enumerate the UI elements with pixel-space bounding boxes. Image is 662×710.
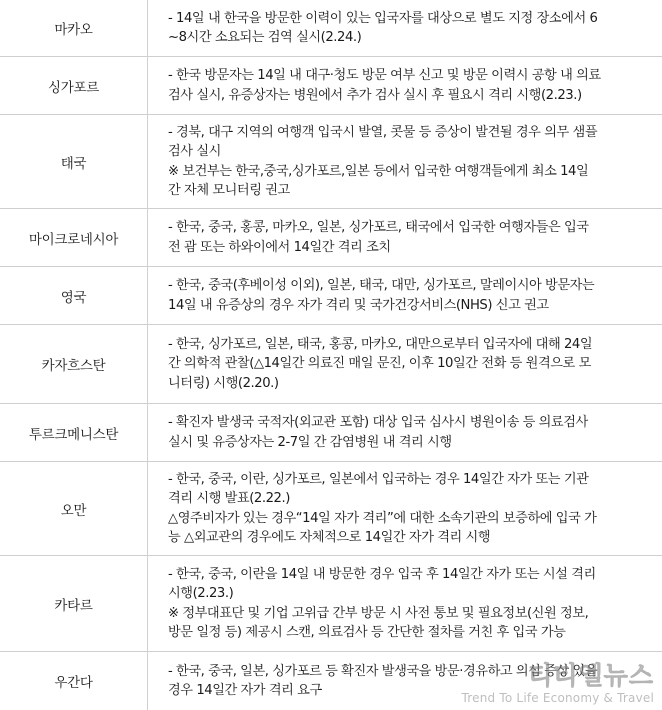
table-row	[0, 462, 662, 556]
measures-cell	[148, 325, 662, 403]
measures-cell	[148, 556, 662, 651]
table-row	[0, 404, 662, 462]
country-cell: 마카오	[0, 0, 148, 56]
country-cell: 태국	[0, 115, 148, 208]
table-row	[0, 325, 662, 404]
measure-line: 간 의학적 관찰(△14일간 의료진 매일 문진, 이후 10일간 전화 등 원격으로 모	[168, 356, 591, 372]
measure-line: - 한국, 싱가포르, 일본, 태국, 홍콩, 마카오, 대만으로부터 입국자에 대해 24일	[168, 336, 593, 352]
measure-line: 방문 일정 등) 제공시 스캔, 의료검사 등 간단한 절차를 거친 후 입국 가능	[168, 625, 566, 640]
country-cell: 우간다	[0, 652, 148, 710]
measure-line: - 한국, 중국, 홍콩, 마카오, 일본, 싱가포르, 태국에서 입국한 여행자들은 입국	[168, 220, 589, 235]
measure-line: 능 △외교관의 경우에도 자체적으로 14일간 자가 격리 시행	[168, 530, 491, 545]
measure-line: 실시 및 유증상자는 2-7일 간 감염병원 내 격리 시행	[168, 434, 452, 450]
table-row	[0, 115, 662, 209]
country-cell: 투르크메니스탄	[0, 404, 148, 461]
table-row	[0, 209, 662, 267]
measure-line: 니터링) 시행(2.20.)	[168, 375, 279, 391]
table-row	[0, 652, 662, 710]
measure-line: ~8시간 소요되는 검역 실시(2.24.)	[168, 30, 362, 45]
measures-cell	[148, 57, 662, 114]
watermark-logo: 티티엘뉴스	[528, 661, 654, 690]
country-cell: 마이크로네시아	[0, 209, 148, 266]
measure-line: 전 괌 또는 하와이에서 14일간 격리 조치	[168, 239, 391, 255]
country-cell: 영국	[0, 267, 148, 324]
measure-line: - 한국, 중국, 일본, 싱가포르 등 확진자 발생국을 방문·경유하고 의심 증상 있을	[168, 663, 598, 679]
table-row	[0, 57, 662, 115]
measure-line: ※ 보건부는 한국,중국,싱가포르,일본 등에서 입국한 여행객들에게 최소 14일	[168, 163, 589, 179]
measure-line: - 한국, 중국(후베이성 이외), 일본, 태국, 대만, 싱가포르, 말레이시아 방문자는	[168, 278, 595, 293]
measures-cell	[148, 267, 662, 324]
measure-line: 14일 내 유증상의 경우 자가 격리 및 국가건강서비스(NHS) 신고 권고	[168, 297, 549, 313]
measure-line: △영주비자가 있는 경우“14일 자가 격리”에 대한 소속기관의 보증하에 입국 가	[168, 510, 597, 526]
measure-line: - 확진자 발생국 국적자(외교관 포함) 대상 입국 심사시 병원이송 등 의료검사	[168, 415, 588, 430]
measures-cell	[148, 115, 662, 208]
watermark-tagline: Trend To Life Economy & Travel	[461, 691, 654, 705]
measures-cell	[148, 404, 662, 461]
measure-line: 검사 실시	[168, 144, 221, 159]
table-row	[0, 267, 662, 325]
measure-line: - 한국 방문자는 14일 내 대구·청도 방문 여부 신고 및 방문 이력시 공항 내 의료	[168, 68, 601, 83]
measure-line: - 한국, 중국, 이란, 싱가포르, 일본에서 입국하는 경우 14일간 자가 또는 기관	[168, 471, 589, 487]
measures-cell	[148, 209, 662, 266]
country-cell: 오만	[0, 462, 148, 555]
measure-line: 격리 시행 발표(2.22.)	[168, 491, 290, 506]
table-row	[0, 556, 662, 652]
measures-cell	[148, 652, 662, 710]
country-cell: 카타르	[0, 556, 148, 651]
measures-cell	[148, 462, 662, 555]
measure-line: 검사 실시, 유증상자는 병원에서 추가 검사 실시 후 필요시 격리 시행(2.23.)	[168, 87, 582, 103]
measure-line: - 14일 내 한국을 방문한 이력이 있는 입국자를 대상으로 별도 지정 장소에서 6	[168, 10, 598, 26]
measure-line: 시행(2.23.)	[168, 586, 234, 601]
country-cell: 싱가포르	[0, 57, 148, 114]
country-cell: 카자흐스탄	[0, 325, 148, 403]
table-row	[0, 0, 662, 57]
measure-line: - 한국, 중국, 이란을 14일 내 방문한 경우 입국 후 14일간 자가 또는 시설 격리	[168, 566, 596, 582]
measure-line: - 경북, 대구 지역의 여행객 입국시 발열, 콧물 등 증상이 발견될 경우 의무 샘플	[168, 124, 598, 140]
measure-line: 경우 14일간 자가 격리 요구	[168, 683, 322, 698]
measure-line: ※ 정부대표단 및 기업 고위급 간부 방문 시 사전 통보 및 필요정보(신원 정보,	[168, 605, 589, 621]
measures-cell	[148, 0, 662, 56]
measure-line: 간 자체 모니터링 권고	[168, 183, 290, 198]
